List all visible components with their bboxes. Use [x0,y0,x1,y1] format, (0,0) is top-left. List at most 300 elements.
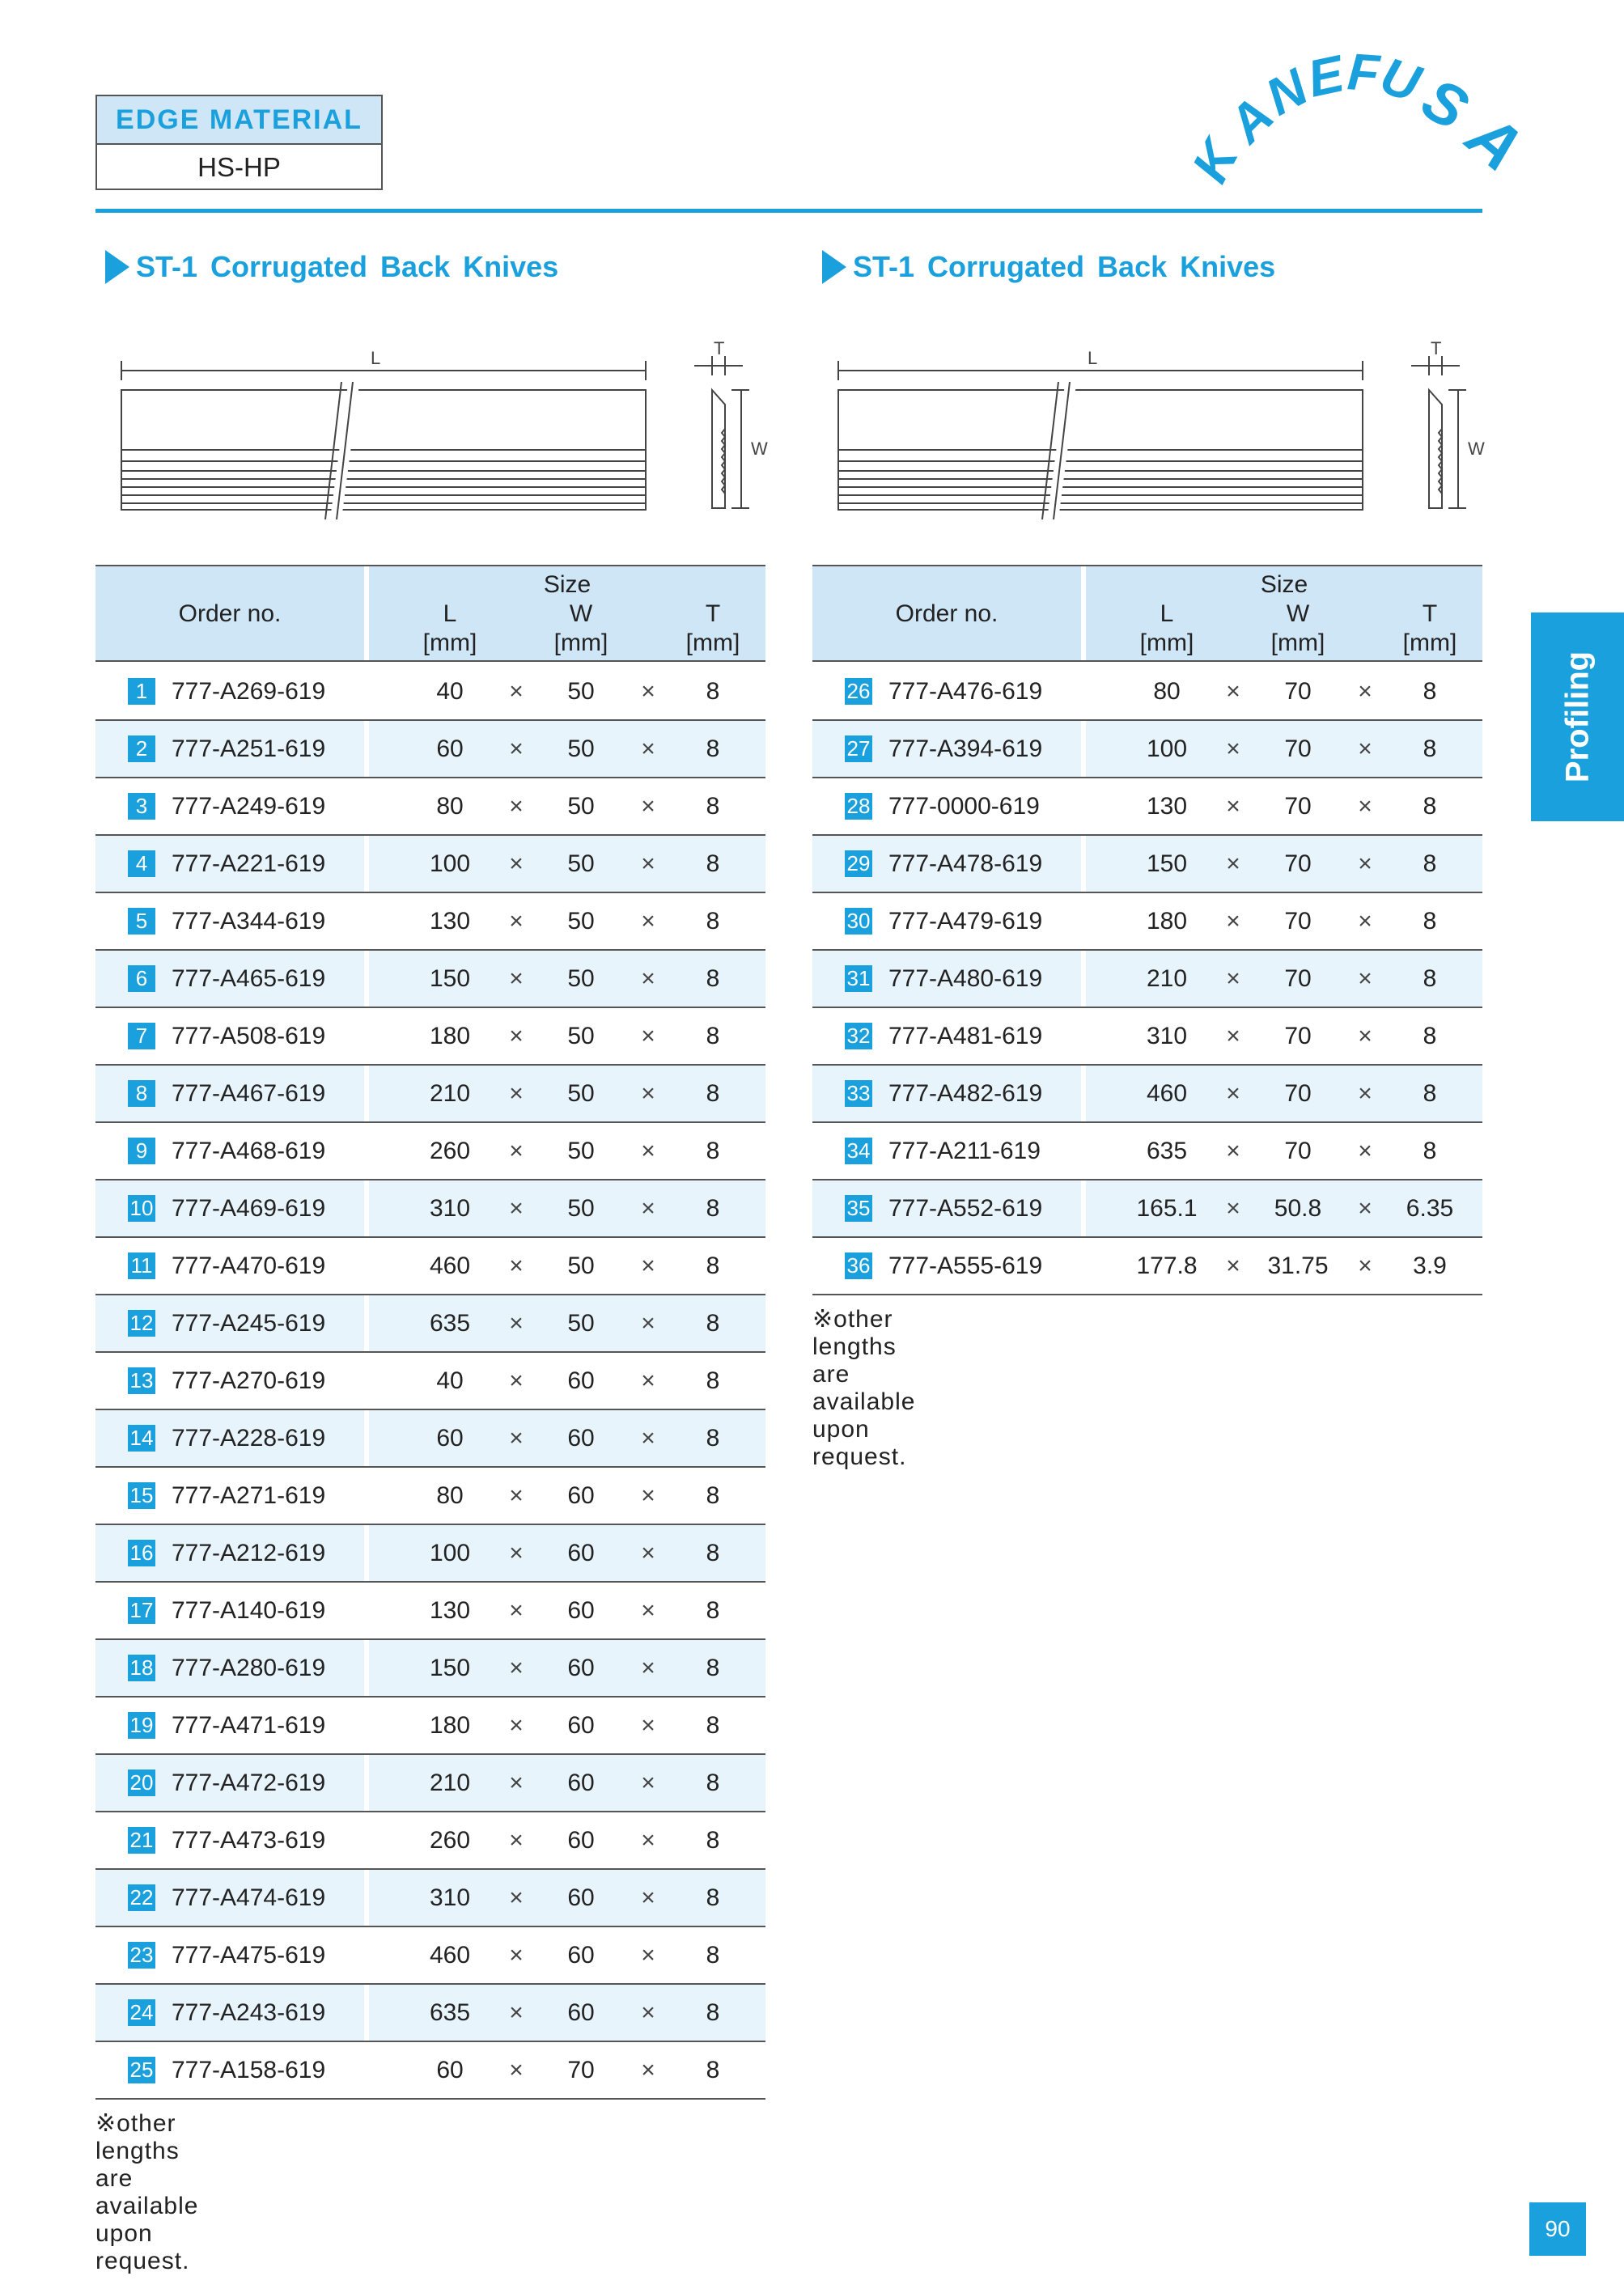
times-sign: × [641,1481,655,1509]
header-unit: [mm] [422,629,477,656]
size-W: 31.75 [1267,1252,1329,1279]
order-number: 777-A344-619 [172,907,326,935]
size-W: 60 [567,1481,595,1509]
row-number-badge: 35 [845,1195,872,1222]
knife-diagram-left [113,332,801,526]
header-unit: [mm] [1270,629,1325,656]
size-W: 70 [1284,907,1312,935]
header-L: L [443,600,457,627]
row-number-badge: 1 [128,678,155,705]
size-W: 60 [567,1884,595,1911]
row-number-badge: 3 [128,793,155,820]
row-number-badge: 31 [845,965,872,992]
times-sign: × [509,907,524,935]
times-sign: × [1358,677,1372,705]
times-sign: × [1358,1252,1372,1279]
row-number-badge: 25 [128,2057,155,2083]
row-number-badge: 33 [845,1080,872,1107]
triangle-bullet-icon [105,250,129,284]
row-number-badge: 16 [128,1540,155,1566]
logo-letter: F [1346,42,1382,103]
table-row [812,778,1482,836]
table-row [95,721,765,778]
table-row [95,1180,765,1238]
header-T: T [705,600,721,627]
times-sign: × [641,1424,655,1452]
times-sign: × [509,1481,524,1509]
title-word: Back [380,250,451,283]
size-W: 70 [1284,1137,1312,1164]
size-L: 150 [1146,850,1188,877]
header-order-no: Order no. [178,600,282,627]
row-number-badge: 19 [128,1712,155,1739]
size-T: 6.35 [1406,1194,1454,1222]
title-word: Knives [1180,250,1276,283]
table-row [95,1295,765,1353]
size-T: 8 [1423,1079,1437,1107]
size-L: 310 [429,1194,471,1222]
edge-material-label: EDGE MATERIAL [97,96,381,145]
table-row [95,1066,765,1123]
order-number: 777-A479-619 [888,907,1043,935]
order-number: 777-0000-619 [888,792,1040,820]
size-W: 50 [567,850,595,877]
times-sign: × [1226,1194,1240,1222]
size-W: 50 [567,1022,595,1049]
times-sign: × [1226,677,1240,705]
table-row [95,1008,765,1066]
title-word: ST-1 [853,250,915,283]
size-L: 80 [1153,677,1181,705]
order-number: 777-A251-619 [172,735,326,762]
table-row [95,1410,765,1468]
times-sign: × [641,735,655,762]
size-L: 177.8 [1136,1252,1198,1279]
row-number-badge: 10 [128,1195,155,1222]
times-sign: × [509,1941,524,1969]
table-row [812,893,1482,951]
row-number-badge: 18 [128,1655,155,1681]
size-T: 8 [706,735,720,762]
times-sign: × [641,1367,655,1394]
times-sign: × [641,907,655,935]
size-L: 635 [1146,1137,1188,1164]
table-header [812,565,1482,662]
times-sign: × [1226,1022,1240,1049]
size-L: 150 [429,1654,471,1681]
size-L: 180 [429,1022,471,1049]
diagram-label-L: L [1088,348,1098,368]
size-W: 50 [567,1309,595,1337]
times-sign: × [1358,1194,1372,1222]
size-W: 60 [567,1711,595,1739]
size-W: 50 [567,964,595,992]
knife-diagram-right [830,332,1518,526]
size-T: 8 [706,1137,720,1164]
row-number-badge: 17 [128,1597,155,1624]
footnote: ※other lengths are available upon request. [95,2110,199,2274]
times-sign: × [1358,1137,1372,1164]
times-sign: × [641,1941,655,1969]
table-row [95,1697,765,1755]
size-T: 8 [706,1998,720,2026]
side-tab-label: Profiling [1559,651,1595,783]
times-sign: × [1358,735,1372,762]
table-row [95,1468,765,1525]
size-W: 50 [567,735,595,762]
table-row [812,1238,1482,1295]
header-rule [95,209,1482,213]
section-title-left [105,247,571,287]
times-sign: × [509,1654,524,1681]
order-number: 777-A467-619 [172,1079,326,1107]
times-sign: × [641,1654,655,1681]
row-number-badge: 22 [128,1884,155,1911]
row-number-badge: 5 [128,908,155,935]
table-row [812,1008,1482,1066]
row-number-badge: 11 [128,1252,155,1279]
size-T: 8 [1423,1137,1437,1164]
size-T: 8 [706,1079,720,1107]
row-number-badge: 21 [128,1827,155,1854]
header-unit: [mm] [1139,629,1194,656]
size-L: 210 [429,1079,471,1107]
table-row [812,1066,1482,1123]
size-T: 8 [706,1941,720,1969]
size-T: 8 [706,1367,720,1394]
times-sign: × [509,1711,524,1739]
size-L: 460 [429,1941,471,1969]
table-row [812,1123,1482,1180]
header-size: Size [1260,571,1308,598]
times-sign: × [641,1252,655,1279]
table-row [95,2042,765,2100]
size-T: 8 [706,1252,720,1279]
size-W: 50 [567,792,595,820]
diagram-label-L: L [371,348,381,368]
size-T: 8 [706,1022,720,1049]
size-T: 8 [1423,677,1437,705]
diagram-label-W: W [1468,439,1485,459]
row-number-badge: 24 [128,1999,155,2026]
times-sign: × [509,1137,524,1164]
size-W: 50 [567,1194,595,1222]
size-T: 8 [706,792,720,820]
size-L: 310 [1146,1022,1188,1049]
row-number-badge: 30 [845,908,872,935]
logo-letter: N [1256,57,1317,127]
header-unit: [mm] [1402,629,1457,656]
table-row [95,1525,765,1583]
size-W: 60 [567,1941,595,1969]
header-W: W [1286,600,1310,627]
times-sign: × [509,1079,524,1107]
row-number-badge: 36 [845,1252,872,1279]
order-number: 777-A482-619 [888,1079,1043,1107]
times-sign: × [509,1884,524,1911]
times-sign: × [641,1539,655,1566]
order-number: 777-A471-619 [172,1711,326,1739]
size-L: 310 [429,1884,471,1911]
size-W: 70 [1284,1022,1312,1049]
order-number: 777-A465-619 [172,964,326,992]
times-sign: × [1226,1079,1240,1107]
order-number: 777-A469-619 [172,1194,326,1222]
times-sign: × [509,1769,524,1796]
times-sign: × [641,1194,655,1222]
table-row [812,836,1482,893]
times-sign: × [641,1079,655,1107]
row-number-badge: 34 [845,1138,872,1164]
row-number-badge: 23 [128,1942,155,1969]
order-number: 777-A249-619 [172,792,326,820]
times-sign: × [509,964,524,992]
times-sign: × [509,1367,524,1394]
times-sign: × [509,677,524,705]
size-W: 60 [567,1424,595,1452]
times-sign: × [1358,907,1372,935]
size-W: 50 [567,1079,595,1107]
table-row [95,1812,765,1870]
times-sign: × [641,1884,655,1911]
page-number: 90 [1529,2202,1586,2256]
logo-letter: E [1302,44,1349,108]
order-number: 777-A269-619 [172,677,326,705]
size-T: 8 [706,1424,720,1452]
row-number-badge: 28 [845,793,872,820]
order-number: 777-A221-619 [172,850,326,877]
row-number-badge: 4 [128,850,155,877]
row-number-badge: 2 [128,735,155,762]
order-number: 777-A211-619 [888,1137,1041,1164]
times-sign: × [509,850,524,877]
size-T: 8 [1423,792,1437,820]
size-W: 70 [1284,1079,1312,1107]
order-number: 777-A472-619 [172,1769,326,1796]
order-number: 777-A475-619 [172,1941,326,1969]
size-L: 635 [429,1309,471,1337]
row-number-badge: 8 [128,1080,155,1107]
size-L: 260 [429,1137,471,1164]
order-number: 777-A508-619 [172,1022,326,1049]
size-T: 8 [706,2056,720,2083]
table-row [95,1755,765,1812]
times-sign: × [509,1596,524,1624]
size-L: 150 [429,964,471,992]
size-T: 8 [706,1769,720,1796]
times-sign: × [509,1539,524,1566]
times-sign: × [1358,850,1372,877]
table-row [95,1640,765,1697]
logo-letter: S [1411,64,1480,143]
size-T: 8 [706,1539,720,1566]
size-L: 130 [429,1596,471,1624]
table-row [95,1353,765,1410]
table-row [95,1123,765,1180]
size-T: 8 [706,907,720,935]
size-L: 60 [436,1424,464,1452]
size-T: 8 [1423,735,1437,762]
size-W: 50 [567,907,595,935]
section-title-right [822,247,1288,287]
order-number: 777-A140-619 [172,1596,326,1624]
title-word: Knives [463,250,559,283]
size-L: 635 [429,1998,471,2026]
times-sign: × [641,850,655,877]
size-T: 8 [1423,907,1437,935]
times-sign: × [509,1194,524,1222]
logo-letter: U [1373,45,1427,113]
size-L: 40 [436,677,464,705]
size-L: 210 [429,1769,471,1796]
header-size: Size [543,571,592,598]
order-number: 777-A394-619 [888,735,1043,762]
logo-letter: K [1180,130,1250,192]
table-row [95,893,765,951]
size-W: 70 [1284,735,1312,762]
times-sign: × [509,1998,524,2026]
size-L: 130 [429,907,471,935]
order-number: 777-A473-619 [172,1826,326,1854]
times-sign: × [509,1022,524,1049]
size-T: 8 [706,677,720,705]
times-sign: × [641,2056,655,2083]
times-sign: × [1358,1022,1372,1049]
size-T: 8 [706,1826,720,1854]
logo-letter: A [1216,86,1285,154]
size-T: 8 [706,1884,720,1911]
times-sign: × [509,735,524,762]
size-W: 50 [567,677,595,705]
title-word: Corrugated [927,250,1085,283]
times-sign: × [641,792,655,820]
edge-material-box [95,95,383,190]
table-row [812,1180,1482,1238]
size-T: 8 [706,850,720,877]
times-sign: × [509,1252,524,1279]
order-number: 777-A280-619 [172,1654,326,1681]
times-sign: × [1226,850,1240,877]
times-sign: × [1226,964,1240,992]
row-number-badge: 7 [128,1023,155,1049]
order-number: 777-A552-619 [888,1194,1043,1222]
times-sign: × [1226,1252,1240,1279]
row-number-badge: 26 [845,678,872,705]
order-number: 777-A476-619 [888,677,1043,705]
size-W: 70 [1284,792,1312,820]
table-header [95,565,765,662]
order-number: 777-A271-619 [172,1481,326,1509]
order-number: 777-A228-619 [172,1424,326,1452]
size-T: 8 [706,1654,720,1681]
times-sign: × [641,1711,655,1739]
size-L: 80 [436,1481,464,1509]
title-word: Corrugated [210,250,368,283]
times-sign: × [509,792,524,820]
size-L: 100 [429,850,471,877]
size-T: 8 [706,964,720,992]
size-W: 70 [1284,850,1312,877]
row-number-badge: 29 [845,850,872,877]
table-row [95,1238,765,1295]
title-word: Back [1097,250,1168,283]
size-T: 8 [1423,1022,1437,1049]
times-sign: × [1358,964,1372,992]
logo-letter: A [1454,99,1537,185]
times-sign: × [641,1769,655,1796]
size-L: 60 [436,735,464,762]
times-sign: × [641,677,655,705]
times-sign: × [641,1022,655,1049]
size-T: 8 [706,1596,720,1624]
times-sign: × [1226,735,1240,762]
header-L: L [1160,600,1174,627]
times-sign: × [1226,907,1240,935]
triangle-bullet-icon [822,250,846,284]
size-W: 50.8 [1274,1194,1322,1222]
size-L: 130 [1146,792,1188,820]
times-sign: × [641,964,655,992]
order-number: 777-A481-619 [888,1022,1043,1049]
size-W: 50 [567,1252,595,1279]
size-T: 8 [1423,964,1437,992]
header-unit: [mm] [553,629,608,656]
row-number-badge: 13 [128,1367,155,1394]
size-W: 50 [567,1137,595,1164]
table-row [95,836,765,893]
order-number: 777-A480-619 [888,964,1043,992]
edge-material-value: HS-HP [197,152,281,182]
size-W: 70 [1284,964,1312,992]
times-sign: × [1358,792,1372,820]
order-number: 777-A243-619 [172,1998,326,2026]
size-W: 70 [567,2056,595,2083]
times-sign: × [509,1309,524,1337]
times-sign: × [641,1826,655,1854]
times-sign: × [509,2056,524,2083]
times-sign: × [1226,792,1240,820]
header-T: T [1422,600,1438,627]
table-row [95,951,765,1008]
table-row [95,663,765,721]
size-T: 8 [1423,850,1437,877]
table-row [95,1870,765,1927]
kanefusa-logo [1180,42,1537,198]
size-T: 8 [706,1194,720,1222]
size-L: 260 [429,1826,471,1854]
row-number-badge: 9 [128,1138,155,1164]
size-W: 60 [567,1539,595,1566]
order-number: 777-A478-619 [888,850,1043,877]
size-L: 80 [436,792,464,820]
size-L: 40 [436,1367,464,1394]
size-L: 100 [1146,735,1188,762]
diagram-label-W: W [751,439,768,459]
table-row [95,1927,765,1985]
header-unit: [mm] [685,629,740,656]
row-number-badge: 20 [128,1770,155,1796]
title-word: ST-1 [136,250,198,283]
size-T: 8 [706,1711,720,1739]
times-sign: × [641,1309,655,1337]
row-number-badge: 15 [128,1482,155,1509]
size-L: 210 [1146,964,1188,992]
size-T: 8 [706,1481,720,1509]
size-L: 460 [429,1252,471,1279]
row-number-badge: 12 [128,1310,155,1337]
times-sign: × [509,1826,524,1854]
section-tab-profiling [1531,612,1624,821]
